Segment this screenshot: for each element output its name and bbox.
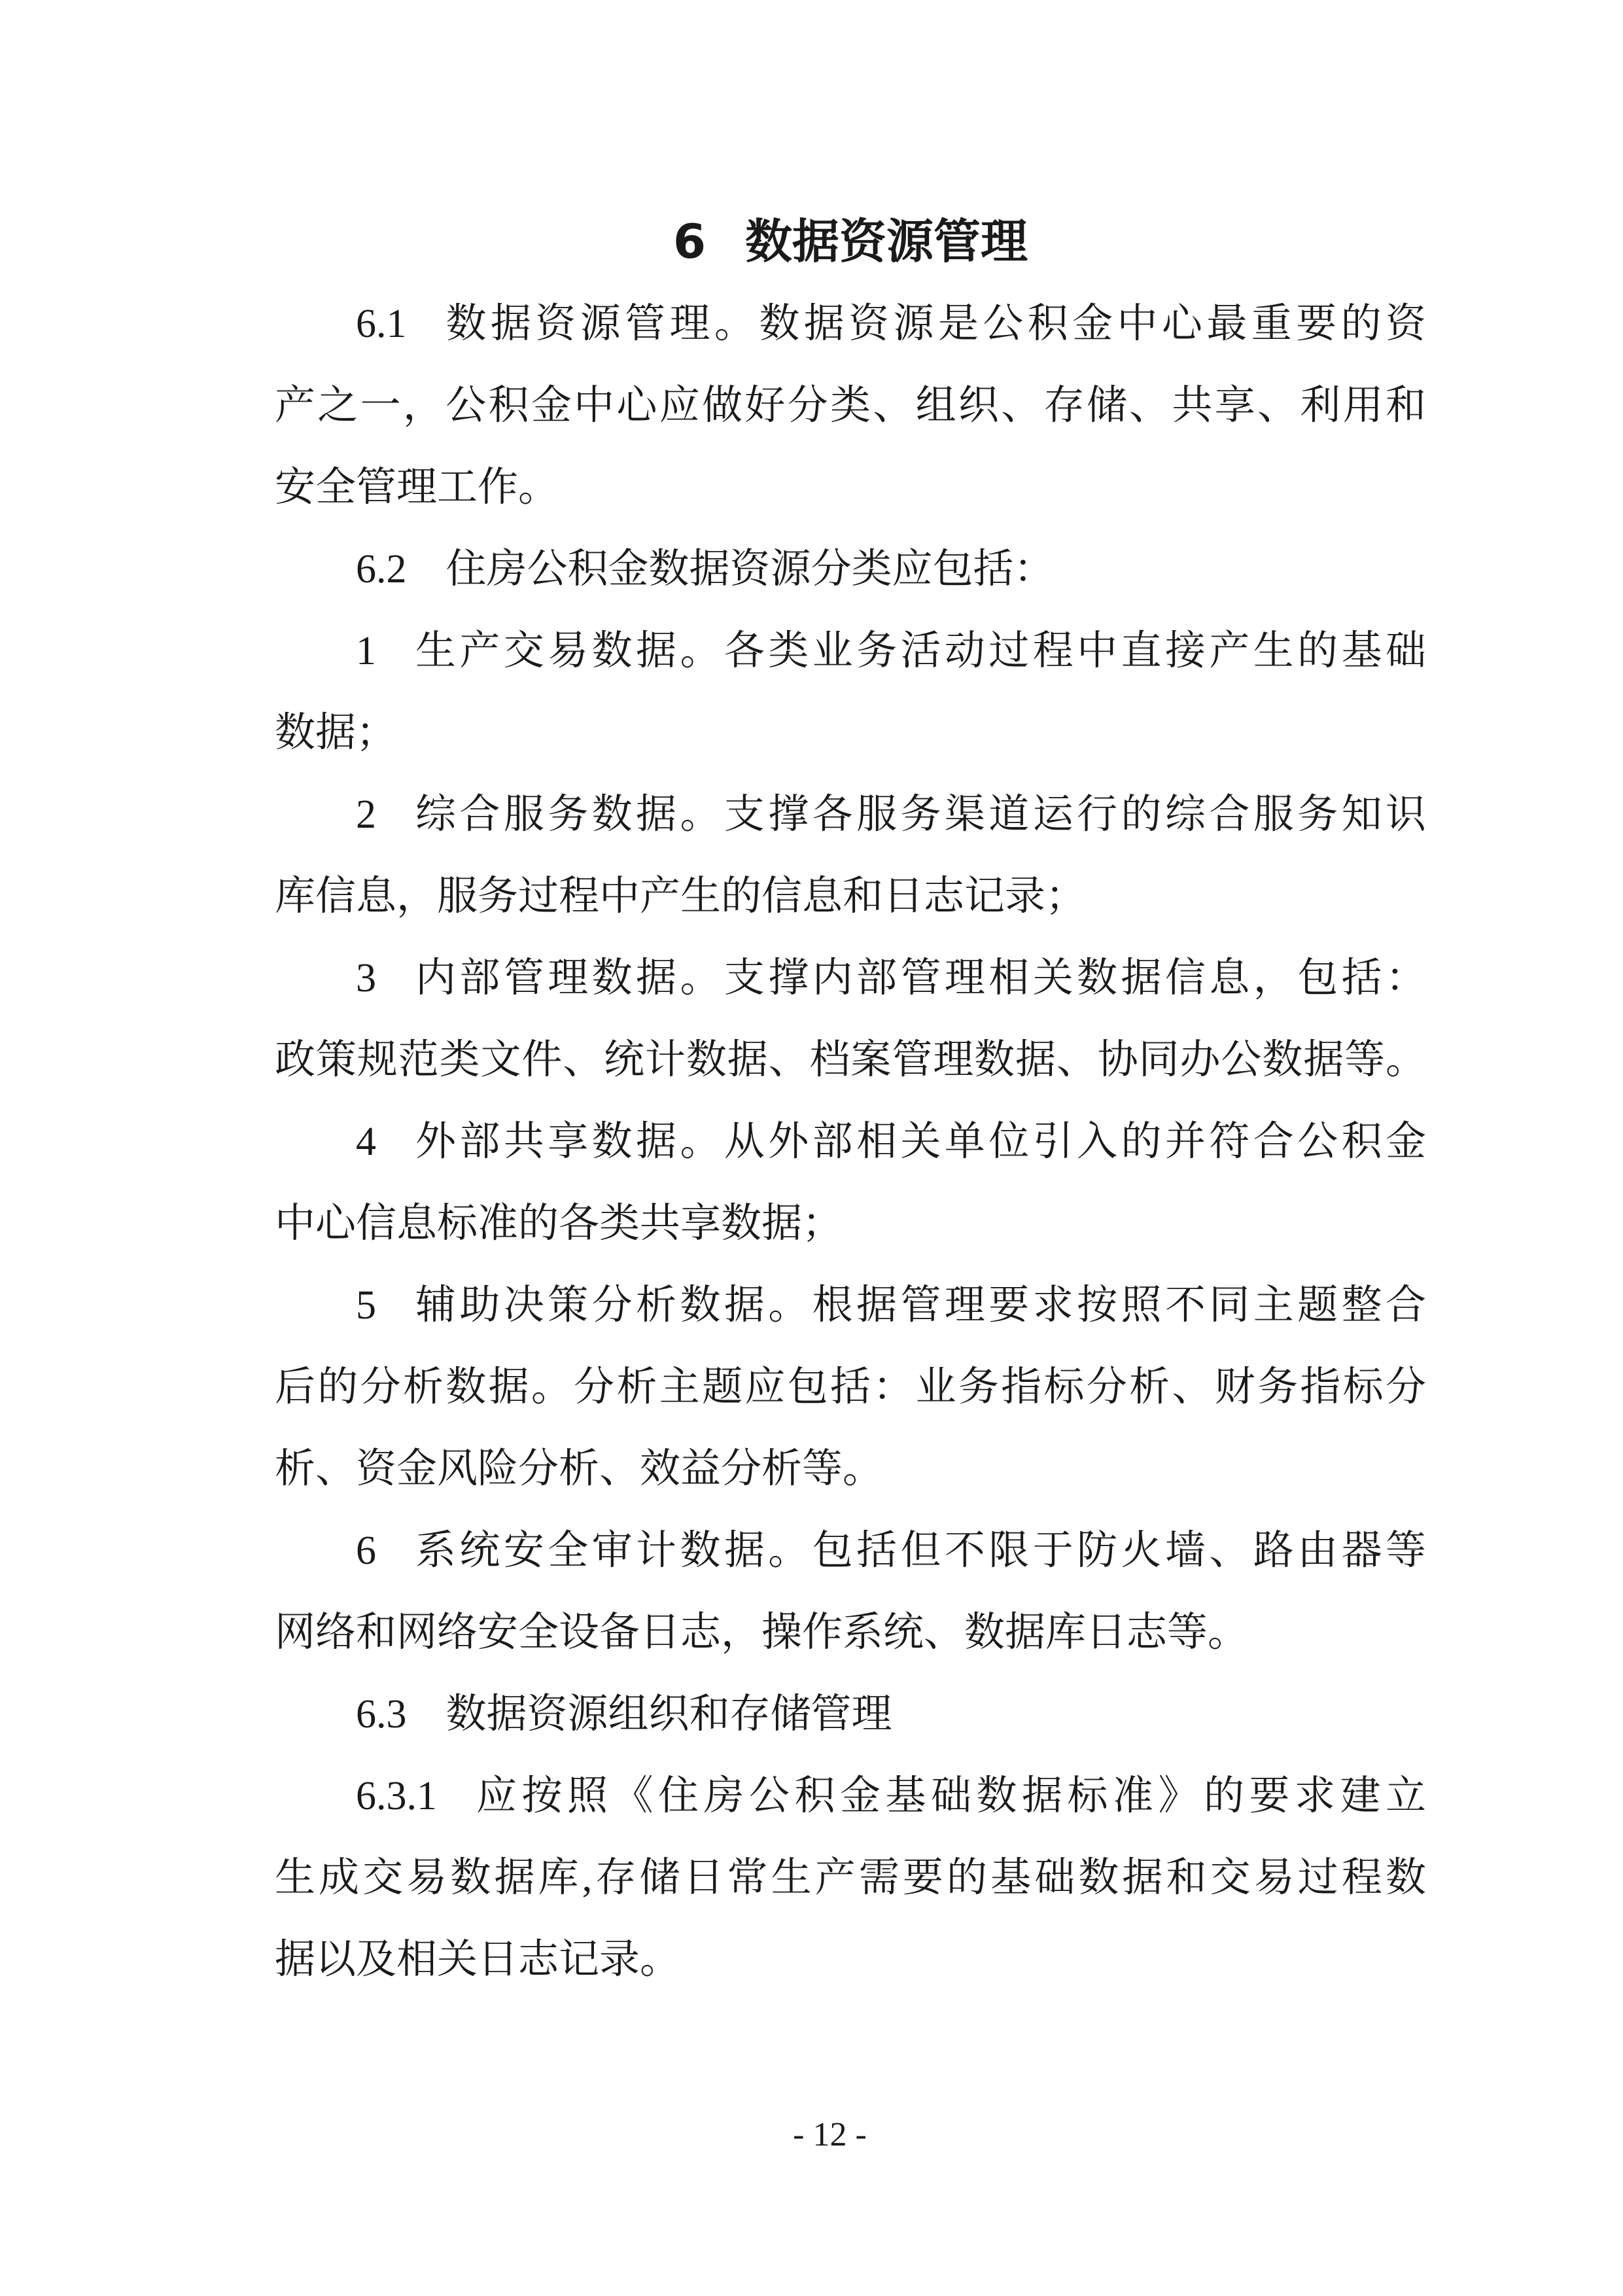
item-number: 5 bbox=[356, 1283, 376, 1328]
body-line bbox=[275, 610, 1426, 692]
line-text: 应按照《住房公积金基础数据标准》的要求建立 bbox=[476, 1774, 1426, 1818]
line-text: 综合服务数据。支撑各服务渠道运行的综合服务知识 bbox=[415, 792, 1426, 837]
clause-number: 6.1 bbox=[356, 302, 407, 346]
clause-number: 6.3.1 bbox=[356, 1774, 437, 1818]
document-body bbox=[275, 283, 1426, 2001]
line-text: 数据资源管理。数据资源是公积金中心最重要的资 bbox=[445, 302, 1426, 346]
body-line bbox=[275, 1101, 1426, 1183]
body-line bbox=[275, 283, 1426, 365]
body-line: 安全管理工作。 bbox=[275, 465, 559, 510]
body-line bbox=[275, 1756, 1426, 1837]
body-line: 库信息，服务过程中产生的信息和日志记录； bbox=[275, 874, 1087, 919]
item-number: 1 bbox=[356, 629, 376, 673]
item-number: 6 bbox=[356, 1528, 376, 1573]
body-line bbox=[275, 1510, 1426, 1592]
line-text: 系统安全审计数据。包括但不限于防火墙、路由器等 bbox=[415, 1528, 1426, 1573]
line-text: 数据资源组织和存储管理 bbox=[445, 1692, 892, 1737]
body-line: 中心信息标准的各类共享数据； bbox=[275, 1201, 843, 1246]
item-number: 4 bbox=[356, 1120, 376, 1164]
body-line bbox=[275, 529, 1426, 610]
section-heading bbox=[275, 209, 1426, 274]
body-line: 产之一，公积金中心应做好分类、组织、存储、共享、利用和 bbox=[275, 383, 1426, 428]
line-text: 内部管理数据。支撑内部管理相关数据信息，包括： bbox=[415, 956, 1426, 1000]
body-line: 后的分析数据。分析主题应包括：业务指标分析、财务指标分 bbox=[275, 1365, 1426, 1409]
line-text: 辅助决策分析数据。根据管理要求按照不同主题整合 bbox=[415, 1283, 1426, 1328]
clause-number: 6.3 bbox=[356, 1692, 407, 1737]
body-line: 数据； bbox=[275, 711, 397, 755]
body-line bbox=[275, 938, 1426, 1019]
body-line: 据以及相关日志记录。 bbox=[275, 1937, 681, 1982]
body-line: 网络和网络安全设备日志，操作系统、数据库日志等。 bbox=[275, 1610, 1249, 1655]
section-number: 6 bbox=[672, 214, 707, 269]
body-line bbox=[275, 1265, 1426, 1347]
page-number: - 12 - bbox=[793, 2116, 867, 2153]
section-title: 数据资源管理 bbox=[745, 214, 1028, 269]
line-text: 住房公积金数据资源分类应包括： bbox=[445, 547, 1055, 592]
body-line: 生成交易数据库,存储日常生产需要的基础数据和交易过程数 bbox=[275, 1856, 1426, 1900]
body-line bbox=[275, 1674, 1426, 1756]
item-number: 2 bbox=[356, 792, 376, 837]
item-number: 3 bbox=[356, 956, 376, 1000]
line-text: 生产交易数据。各类业务活动过程中直接产生的基础 bbox=[415, 629, 1426, 673]
body-line: 政策规范类文件、统计数据、档案管理数据、协同办公数据等。 bbox=[275, 1038, 1426, 1082]
body-line bbox=[275, 774, 1426, 856]
body-line: 析、资金风险分析、效益分析等。 bbox=[275, 1447, 884, 1491]
line-text: 外部共享数据。从外部相关单位引入的并符合公积金 bbox=[415, 1120, 1426, 1164]
clause-number: 6.2 bbox=[356, 547, 407, 592]
